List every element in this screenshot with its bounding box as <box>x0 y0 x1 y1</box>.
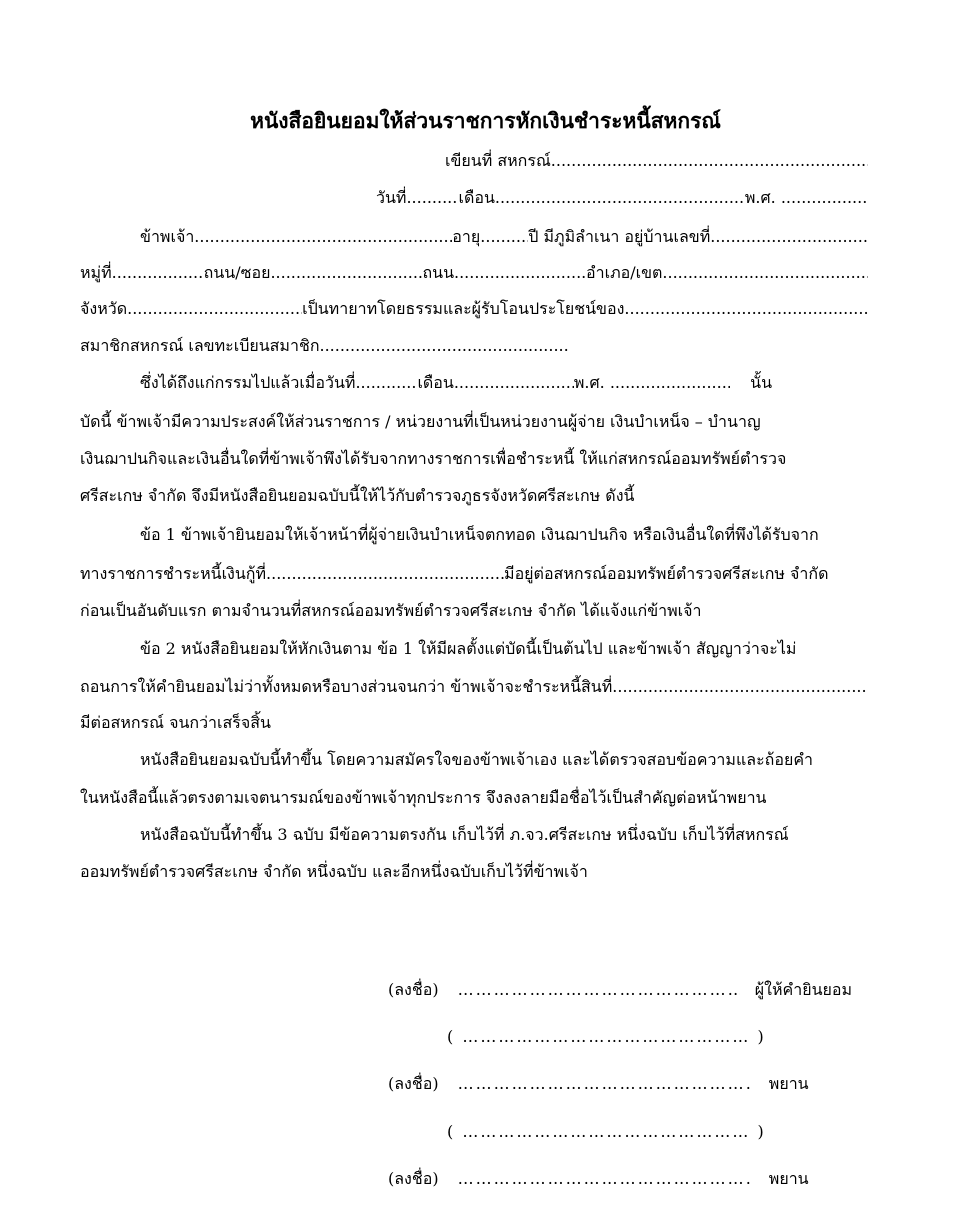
loan-field[interactable] <box>266 559 504 589</box>
consenter-signature-row <box>388 975 852 1005</box>
loan-owed-label: มีอยู่ต่อสหกรณ์ออมทรัพย์ตำรวจศรีสะเกษ จำกัด <box>504 564 829 583</box>
written-at-line <box>445 146 868 176</box>
paragraph-4-line-1: หนังสือฉบับนี้ทำขึ้น 3 ฉบับ มีข้อความตรงกัน เก็บไว้ที่ ภ.จว.ศรีสะเกษ หนึ่งฉบับ เก็บไว้ที่สหกรณ์ <box>140 825 789 844</box>
sign-label: (ลงชื่อ) <box>388 1169 439 1188</box>
sign-label: (ลงชื่อ) <box>388 980 439 999</box>
district-field[interactable] <box>662 258 868 288</box>
death-month-field[interactable] <box>454 368 574 398</box>
road-field[interactable] <box>454 258 586 288</box>
member-number-label: สมาชิกสหกรณ์ เลขทะเบียนสมาชิก <box>80 336 320 355</box>
consenter-name-field[interactable] <box>462 1022 752 1052</box>
written-at-label: เขียนที่ สหกรณ์ <box>445 151 551 170</box>
clause-2-line-1: ข้อ 2 หนังสือยินยอมให้หักเงินตาม ข้อ 1 ให้มีผลตั้งแต่บัดนี้เป็นต้นไป และข้าพเจ้า สัญญาว่าจะไม่ <box>140 639 797 658</box>
lane-field[interactable] <box>270 258 422 288</box>
death-year-field[interactable] <box>610 368 730 398</box>
date-day-field[interactable] <box>406 183 458 213</box>
that-label: นั้น <box>750 373 773 392</box>
close-paren: ) <box>757 1122 764 1141</box>
village-field[interactable] <box>112 258 204 288</box>
province-label: จังหวัด <box>80 299 128 318</box>
debt-label: ถอนการให้คำยินยอมไม่ว่าทั้งหมดหรือบางส่วนจนกว่า ข้าพเจ้าจะชำระหนี้สินที่ <box>80 677 613 696</box>
witness-1-signature-field[interactable] <box>458 1069 752 1099</box>
sign-label: (ลงชื่อ) <box>388 1074 439 1093</box>
written-at-field[interactable] <box>551 146 868 176</box>
death-year-label: พ.ศ. <box>573 373 605 392</box>
witness-2-signature-field[interactable] <box>458 1164 752 1194</box>
clause-2-line-3: มีต่อสหกรณ์ จนกว่าเสร็จสิ้น <box>80 713 271 732</box>
document-title: หนังสือยินยอมให้ส่วนราชการหักเงินชำระหนี้สหกรณ์ <box>250 108 721 133</box>
applicant-name-field[interactable] <box>194 222 452 252</box>
death-date-label: ซึ่งได้ถึงแก่กรรมไปแล้วเมื่อวันที่ <box>140 373 356 392</box>
witness-1-role-label: พยาน <box>768 1074 809 1093</box>
witness-1-name-field[interactable] <box>462 1117 752 1147</box>
deceased-name-field[interactable] <box>624 294 868 324</box>
date-line <box>376 183 868 213</box>
witness-2-role-label: พยาน <box>768 1169 809 1188</box>
clause-1-line-1: ข้อ 1 ข้าพเจ้ายินยอมให้เจ้าหน้าที่ผู้จ่ายเงินบำเหน็จตกทอด เงินฌาปนกิจ หรือเงินอื่นใดที่พึงได้รับจาก <box>140 525 819 544</box>
age-label: อายุ <box>452 227 481 246</box>
death-day-field[interactable] <box>355 368 417 398</box>
open-paren: ( <box>447 1027 454 1046</box>
heir-label: เป็นทายาทโดยธรรมและผู้รับโอนประโยชน์ของ <box>302 299 625 318</box>
body-line-6: บัดนี้ ข้าพเจ้ามีความประสงค์ให้ส่วนราชการ / หน่วยงานที่เป็นหน่วยงานผู้จ่าย เงินบำเหน็จ – บำนาญ <box>80 412 761 431</box>
district-label: อำเภอ/เขต <box>586 263 663 282</box>
member-line <box>80 331 570 361</box>
clause-2-line-2 <box>80 672 868 702</box>
applicant-line <box>140 222 868 252</box>
death-month-label: เดือน <box>417 373 454 392</box>
date-month-field[interactable] <box>495 183 745 213</box>
body-line-8: ศรีสะเกษ จำกัด จึงมีหนังสือยินยอมฉบับนี้ให้ไว้กับตำรวจภูธรจังหวัดศรีสะเกษ ดังนี้ <box>80 486 635 505</box>
body-line-7: เงินฌาปนกิจและเงินอื่นใดที่ข้าพเจ้าพึงได้รับจากทางราชการเพื่อชำระหนี้ ให้แก่สหกรณ์ออมทรัพย์ตำรวจ <box>80 449 787 468</box>
member-number-field[interactable] <box>320 331 571 361</box>
clause-1-line-3: ก่อนเป็นอันดับแรก ตามจำนวนที่สหกรณ์ออมทรัพย์ตำรวจศรีสะเกษ จำกัด ได้แจ้งแก่ข้าพเจ้า <box>80 601 702 620</box>
date-month-label: เดือน <box>458 188 495 207</box>
close-paren: ) <box>757 1027 764 1046</box>
loan-label: ทางราชการชำระหนี้เงินกู้ที่ <box>80 564 267 583</box>
date-year-label: พ.ศ. <box>744 188 776 207</box>
village-label: หมู่ที่ <box>80 263 112 282</box>
debt-field[interactable] <box>612 672 868 702</box>
consenter-signature-field[interactable] <box>458 975 740 1005</box>
house-number-field[interactable] <box>710 222 868 252</box>
paragraph-4-line-2: ออมทรัพย์ตำรวจศรีสะเกษ จำกัด หนึ่งฉบับ และอีกหนึ่งฉบับเก็บไว้ที่ข้าพเจ้า <box>80 862 588 881</box>
road-label: ถนน <box>422 263 454 282</box>
address-line <box>80 258 868 288</box>
age-field[interactable] <box>480 222 528 252</box>
date-year-field[interactable] <box>781 183 868 213</box>
witness-1-signature-row <box>388 1069 809 1099</box>
paragraph-3-line-1: หนังสือยินยอมฉบับนี้ทำขึ้น โดยความสมัครใจของข้าพเจ้าเอง และได้ตรวจสอบข้อความและถ้อยคำ <box>140 750 814 769</box>
lane-label: ถนน/ซอย <box>203 263 271 282</box>
paragraph-3-line-2: ในหนังสือนี้แล้วตรงตามเจตนารมณ์ของข้าพเจ้าทุกประการ จึงลงลายมือชื่อไว้เป็นสำคัญต่อหน้าพยาน <box>80 788 767 807</box>
consenter-role-label: ผู้ให้คำยินยอม <box>754 980 853 999</box>
date-day-label: วันที่ <box>376 188 407 207</box>
witness-1-name-row <box>447 1117 764 1147</box>
consenter-name-row <box>447 1022 764 1052</box>
province-field[interactable] <box>127 294 302 324</box>
province-line <box>80 294 868 324</box>
clause-1-line-2 <box>80 559 868 589</box>
applicant-label: ข้าพเจ้า <box>140 227 195 246</box>
open-paren: ( <box>447 1122 454 1141</box>
death-date-line <box>140 368 830 398</box>
witness-2-signature-row <box>388 1164 809 1194</box>
address-label: ปี มีภูมิลำเนา อยู่บ้านเลขที่ <box>528 227 711 246</box>
